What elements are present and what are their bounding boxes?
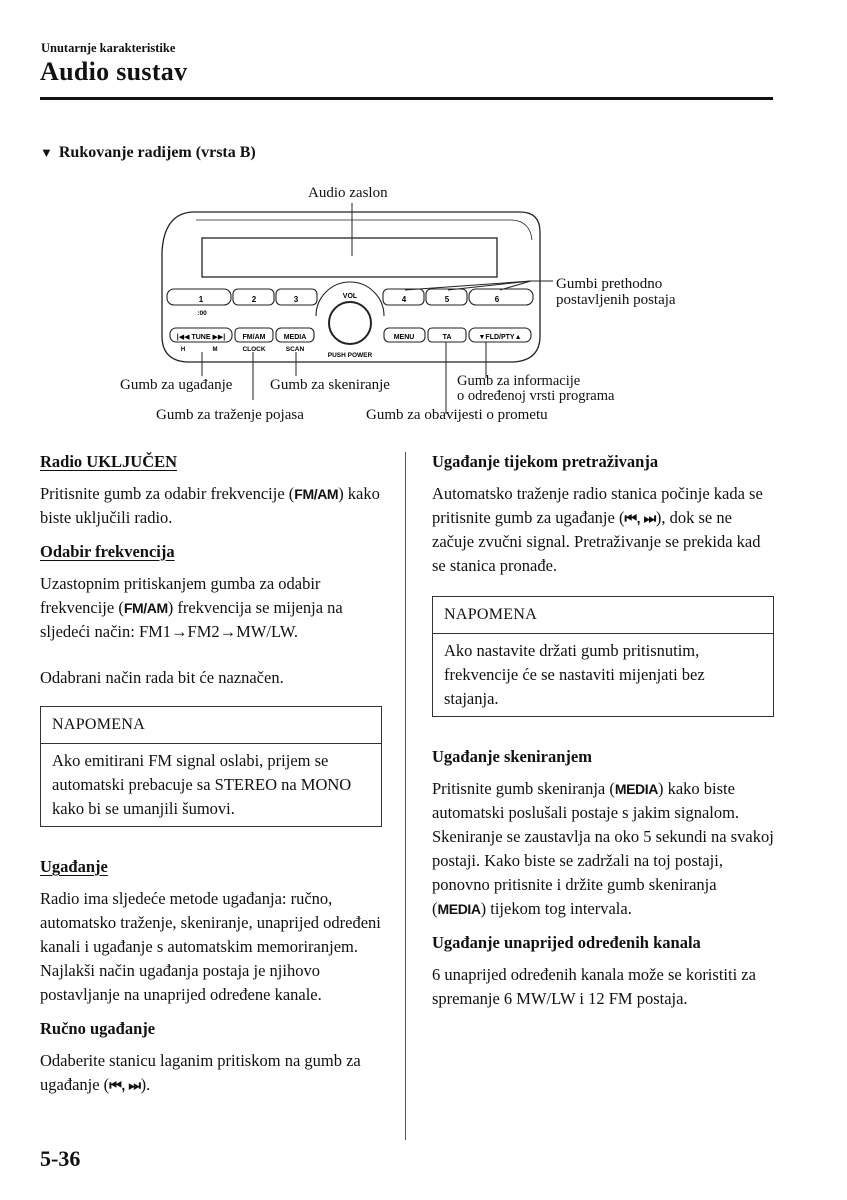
fld-pty-label: ▼FLD/PTY▲ [478,334,522,341]
text: Odaberite stanicu laganim pritiskom na gumb za ugađanje ( [40,1051,361,1094]
paragraph-tuning: Radio ima sljedeće metode ugađanja: ručno, automatsko traženje, skeniranje, unaprijed određeni kanali i ugađanje s automatskim memoriranjem. Najlakši način ugađanja postaja je njihovo postavljanje na unaprijed određene kanale. [40,889,381,1004]
push-power-label: PUSH POWER [327,352,373,359]
left-column [40,450,382,1107]
radio-panel-diagram [0,0,847,440]
heading-preset-tuning: Ugađanje unaprijed određenih kanala [432,933,701,952]
text: ) kako biste automatski poslušali postaje s jakim signalom. Skeniranje se zaustavlja na oko 5 sekundi na svakoj postaji. Kako biste se zadržali na toj postaji, ponovno pritisnite i držite gumb skeniranja ( [432,779,774,918]
text: Pritisnite gumb za odabir frekvencije ( [40,484,295,503]
text: ) kako biste uključili radio. [40,484,380,527]
tune-label: |◀◀ TUNE ▶▶| [176,334,226,341]
right-column [432,450,774,1021]
label-traffic-button: Gumb za obavijesti o prometu [366,407,548,423]
media-label: MEDIA [283,334,307,341]
tune-label-text: TUNE [191,334,211,341]
text: Automatsko traženje radio stanica počinje kada se pritisnite gumb za ugađanje ( [432,484,763,527]
label-scan-button: Gumb za skeniranje [270,377,390,393]
fmam-label: FM/AM [242,334,266,341]
heading-tuning: Ugađanje [40,857,108,876]
paragraph-seek-tuning [432,482,774,578]
label-tune-button: Gumb za ugađanje [120,377,233,393]
paragraph-mode-shown: Odabrani način rada bit će naznačen. [40,668,284,687]
tune-sub-right: M [212,347,218,353]
label-info-line1: Gumb za informacije [457,373,581,389]
label-band-button: Gumb za traženje pojasa [156,407,304,423]
preset-label-4: 4 [401,295,407,304]
label-presets-line2: postavljenih postaja [556,292,676,308]
label-presets-line1: Gumbi prethodno [556,276,663,292]
text: ) tijekom tog intervala. [480,899,632,918]
seek-keys-icon: ⏮, ⏭ [624,510,656,526]
preset-label-5: 5 [444,295,450,304]
heading-scan-tuning: Ugađanje skeniranjem [432,747,592,766]
heading-radio-on: Radio UKLJUČEN [40,452,178,471]
note-box-hold [432,596,774,717]
page-number: 5-36 [40,1146,81,1171]
preset-label-6: 6 [494,295,500,304]
paragraph-preset-tuning: 6 unaprijed određenih kanala može se koristiti za spremanje 6 MW/LW i 12 FM postaja. [432,965,756,1008]
fm-am-key: FM/AM [294,486,339,502]
audio-display [202,238,497,277]
preset-button-6 [469,289,533,305]
scan-label: SCAN [285,346,305,353]
heading-manual-tuning: Ručno ugađanje [40,1019,156,1038]
preset-sublabel: :00 [197,310,207,317]
triangle-down-icon: ▼ [40,145,53,160]
page-title: Audio sustav [40,57,188,86]
vol-label: VOL [342,293,358,300]
menu-label: MENU [393,334,415,341]
text: ). [140,1075,151,1094]
section-header: Unutarnje karakteristike [41,41,176,55]
heading-seek-tuning: Ugađanje tijekom pretraživanja [432,452,659,471]
paragraph-scan-tuning [432,777,774,921]
paragraph-radio-on [40,482,382,530]
text: Uzastopnim pritiskanjem gumba za odabir frekvencije ( [40,574,321,617]
label-audio-display: Audio zaslon [308,185,388,201]
column-divider [405,452,406,1140]
preset-label-3: 3 [293,295,299,304]
preset-label-1: 1 [198,295,204,304]
label-info-line2: o određenoj vrsti programa [457,388,615,404]
paragraph-frequency [40,572,382,644]
note-box-fm [40,706,382,827]
heading-frequency: Odabir frekvencija [40,542,175,561]
paragraph-manual-tuning [40,1049,382,1097]
clock-label: CLOCK [242,346,266,353]
note-title: NAPOMENA [433,597,773,634]
text: ) frekvencija se mijenja na sljedeći način: FM1→FM2→MW/LW. [40,598,343,641]
subsection-title-text: Rukovanje radijem (vrsta B) [58,144,256,161]
media-key: MEDIA [614,781,658,797]
note-body: Ako nastavite držati gumb pritisnutim, frekvencije će se nastaviti mijenjati bez stajanja. [444,641,705,708]
ta-label: TA [442,334,452,341]
note-title: NAPOMENA [41,707,381,744]
text: ), dok se ne začuje zvučni signal. Pretraživanje se prekida kad se stanica pronađe. [432,508,761,575]
note-body: Ako emitirani FM signal oslabi, prijem se automatski prebacuje sa STEREO na MONO kako bi se umanjili šumovi. [52,751,352,818]
preset-label-2: 2 [251,295,257,304]
fm-am-key: FM/AM [123,600,168,616]
tune-sub-left: H [180,347,186,353]
seek-keys-icon: ⏮, ⏭ [109,1077,141,1093]
text: Pritisnite gumb skeniranja ( [432,779,615,798]
media-key: MEDIA [437,901,481,917]
volume-knob [329,302,371,344]
